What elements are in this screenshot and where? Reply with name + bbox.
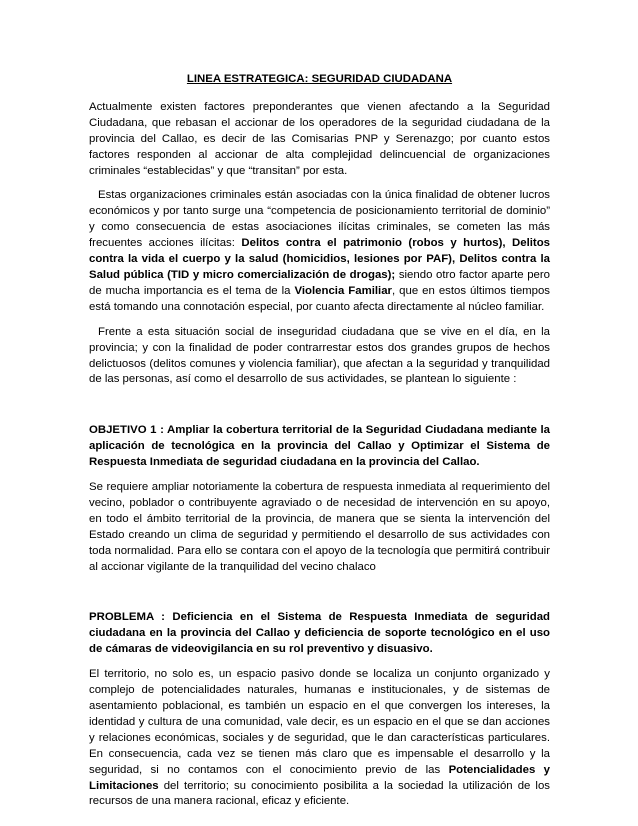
problem-heading xyxy=(89,610,550,658)
organizations-text-a: Estas organizaciones criminales están asociadas con la única finalidad de obtener lucros económicos y por tanto surge una “competencia de posicionamiento territorial de dominio” y como consecuencia de estas asociaciones ilícitas criminales, se cometen las más frecuentes acciones ilícitas: xyxy=(89,189,550,250)
problem-text-a: El territorio, no solo es, un espacio pasivo donde se localiza un conjunto organizado y complejo de potencialidades naturales, humanas e institucionales, y de sistemas de asentamiento poblacional, es también un espacio en el que convergen los intereses, la identidad y cultura de una comunidad, vale decir, es un espacio en el que se dan acciones y relaciones económicas, sociales y de seguridad, que le dan características particulares. En consecuencia, cada vez se tienen más claro que es impensable el desarrollo y la seguridad, si no contamos con el conocimiento previo de las xyxy=(89,668,550,776)
objective-paragraph: Se requiere ampliar notoriamente la cobertura de respuesta inmediata al requerimiento del vecino, poblador o contribuyente agraviado o de necesidad de intervención en su apoyo, en todo el ámbito territorial de la provincia, de manera que se sienta la intervención del Estado creando un clima de seguridad y permitiendo el desarrollo de sus actividades con toda normalidad. Para ello se contara con el apoyo de la tecnología que permitirá contribuir al accionar vigilante de la tranquilidad del vecino chalaco xyxy=(89,481,550,573)
violencia-familiar-bold: Violencia Familiar xyxy=(294,284,392,297)
crimes-list-bold: Delitos contra el patrimonio (robos y hurtos), Delitos contra la vida el cuerpo y la salud (homicidios, lesiones por PAF), Delitos contra la Salud pública (TID y micro comercialización de drogas); xyxy=(89,237,550,281)
organizations-text-e: , que en estos últimos tiempos está tomando una connotación especial, por cuanto afecta directamente al núcleo familiar. xyxy=(89,284,551,313)
problem-heading-text: PROBLEMA : Deficiencia en el Sistema de Respuesta Inmediata de seguridad ciudadana en la provincia del Callao y deficiencia de soporte tecnológico en el uso de cámaras de videovigilancia en su rol preventivo y disuasivo. xyxy=(89,611,550,656)
document-page xyxy=(89,72,550,810)
document-title: LINEA ESTRATEGICA: SEGURIDAD CIUDADANA xyxy=(186,73,453,85)
organizations-paragraph xyxy=(89,188,550,315)
situation-paragraph: Frente a esta situación social de inseguridad ciudadana que se vive en el día, en la provincia; y con la finalidad de poder contrarrestar estos dos grandes grupos de hechos delictuosos (delitos comunes y violencia familiar), que afectan a la seguridad y tranquilidad de las personas, así como el desarrollo de sus actividades, se plantean lo siguiente : xyxy=(89,325,550,386)
objective-heading-text: OBJETIVO 1 : Ampliar la cobertura territorial de la Seguridad Ciudadana mediante la aplicación de tecnológica en la provincia del Callao y Optimizar el Sistema de Respuesta Inmediata de seguridad ciudadana en la provincia del Callao. xyxy=(89,424,550,469)
potencialidades-bold: Potencialidades y Limitaciones xyxy=(89,763,550,792)
problem-paragraph xyxy=(89,667,550,810)
intro-paragraph: Actualmente existen factores preponderantes que vienen afectando a la Seguridad Ciudadana, que rebasan el accionar de los operadores de la seguridad ciudadana de la provincia del Callao, es decir de las Comisarias PNP y Serenazgo; por cuanto estos factores responden al accionar de alta complejidad delincuencial de organizaciones criminales “establecidas” y que “transitan” por esta. xyxy=(89,100,550,177)
objective-heading xyxy=(89,423,550,471)
problem-text-c: del territorio; su conocimiento posibilita a la sociedad la utilización de los recursos de una manera racional, eficaz y eficiente. xyxy=(89,779,550,808)
organizations-text-c: siendo otro factor aparte pero de mucha importancia es el tema de la xyxy=(89,268,551,297)
